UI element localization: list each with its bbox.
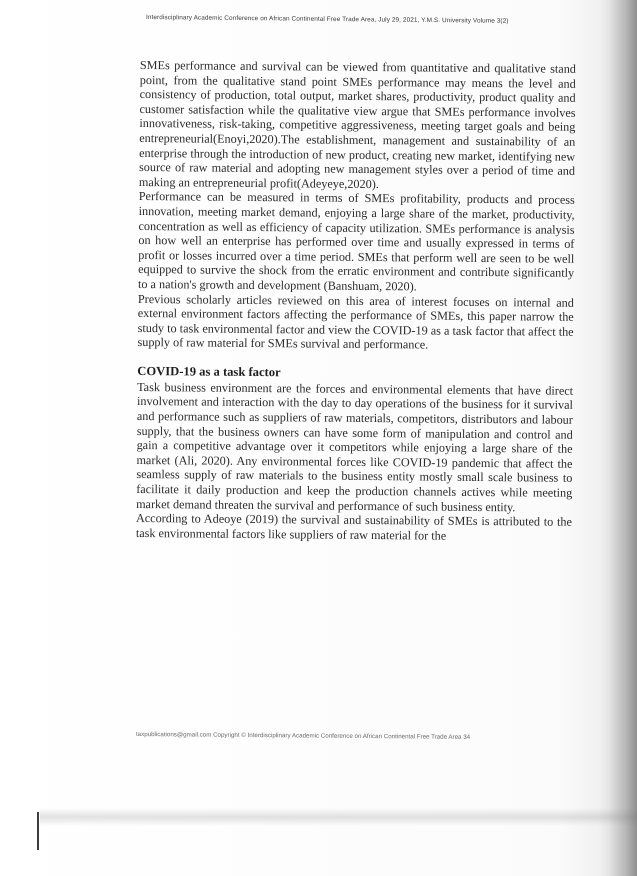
paragraph-performance-views: SMEs performance and survival can be viewed from quantitative and qualitative stand point, from the qualitative stand point SMEs performance may means the level and consistency of production, total output, market shares, productivity, product quality and customer satisfaction while the qualitative view argue that SMEs performance involves innovativeness, risk-taking, competitive aggressiveness, meeting target goals and being entrepreneurial(Enoyi,2020).The establishment, management and sustainability of an enterprise through the introduction of new product, creating new market, identifying new source of raw material and adopting new management styles over a period of time and making an entrepreneurial profit(Adeyeye,2020). xyxy=(138,58,576,191)
paragraph-previous-articles: Previous scholarly articles reviewed on this area of interest focuses on internal and external environment factors affecting the performance of SMEs, this paper narrow the study to task environmental factor and view the COVID-19 as a task factor that affect the supply of raw material for SMEs survival and performance. xyxy=(137,291,574,352)
paragraph-task-environment: Task business environment are the forces and environmental elements that have direct involvement and interaction with the day to day operations of the business for it survival and performance such as suppliers of raw materials, competitors, distributors and labour supply, that the business owners can have some form of manipulation and control and gain a competitive advantage over it competitors while enjoying a large share of the market (Ali, 2020). Any environmental forces like COVID-19 pandemic that affect the seamless supply of raw materials to the business entity mostly small scale business to facilitate it daily production and keep the production channels actives while meeting market demand threaten the survival and performance of such business entity. xyxy=(136,379,574,514)
scan-smudge xyxy=(40,808,637,826)
scan-page-edge xyxy=(609,0,637,876)
scan-margin-mark xyxy=(37,812,39,850)
paragraph-adeoye: According to Adeoye (2019) the survival and sustainability of SMEs is attributed to the task environmental factors like suppliers of raw material for the xyxy=(135,511,573,543)
body-text xyxy=(136,58,576,544)
section-heading: COVID-19 as a task factor xyxy=(137,363,281,380)
running-head: Interdisciplinary Academic Conference on African Continental Free Trade Area, July 29, 2021, Y.M.S. University Volume 3(2) xyxy=(145,14,509,25)
paragraph-performance-measures: Performance can be measured in terms of SMEs profitability, products and process innovation, meeting market demand, enjoying a large share of the market, productivity, concentration as well as efficiency of capacity utilization. SMEs performance is analysis on how well an enterprise has performed over time and usually expressed in terms of profit or losses incurred over a time period. SMEs that perform well are seen to be well equipped to survive the shock from the erratic environment and contribute significantly to a nation's growth and development (Banshuam, 2020). xyxy=(137,189,575,294)
page-footer: taxpublications@gmail.com Copyright © Interdisciplinary Academic Conference on African Continental Free Trade Area 34 xyxy=(135,731,471,741)
